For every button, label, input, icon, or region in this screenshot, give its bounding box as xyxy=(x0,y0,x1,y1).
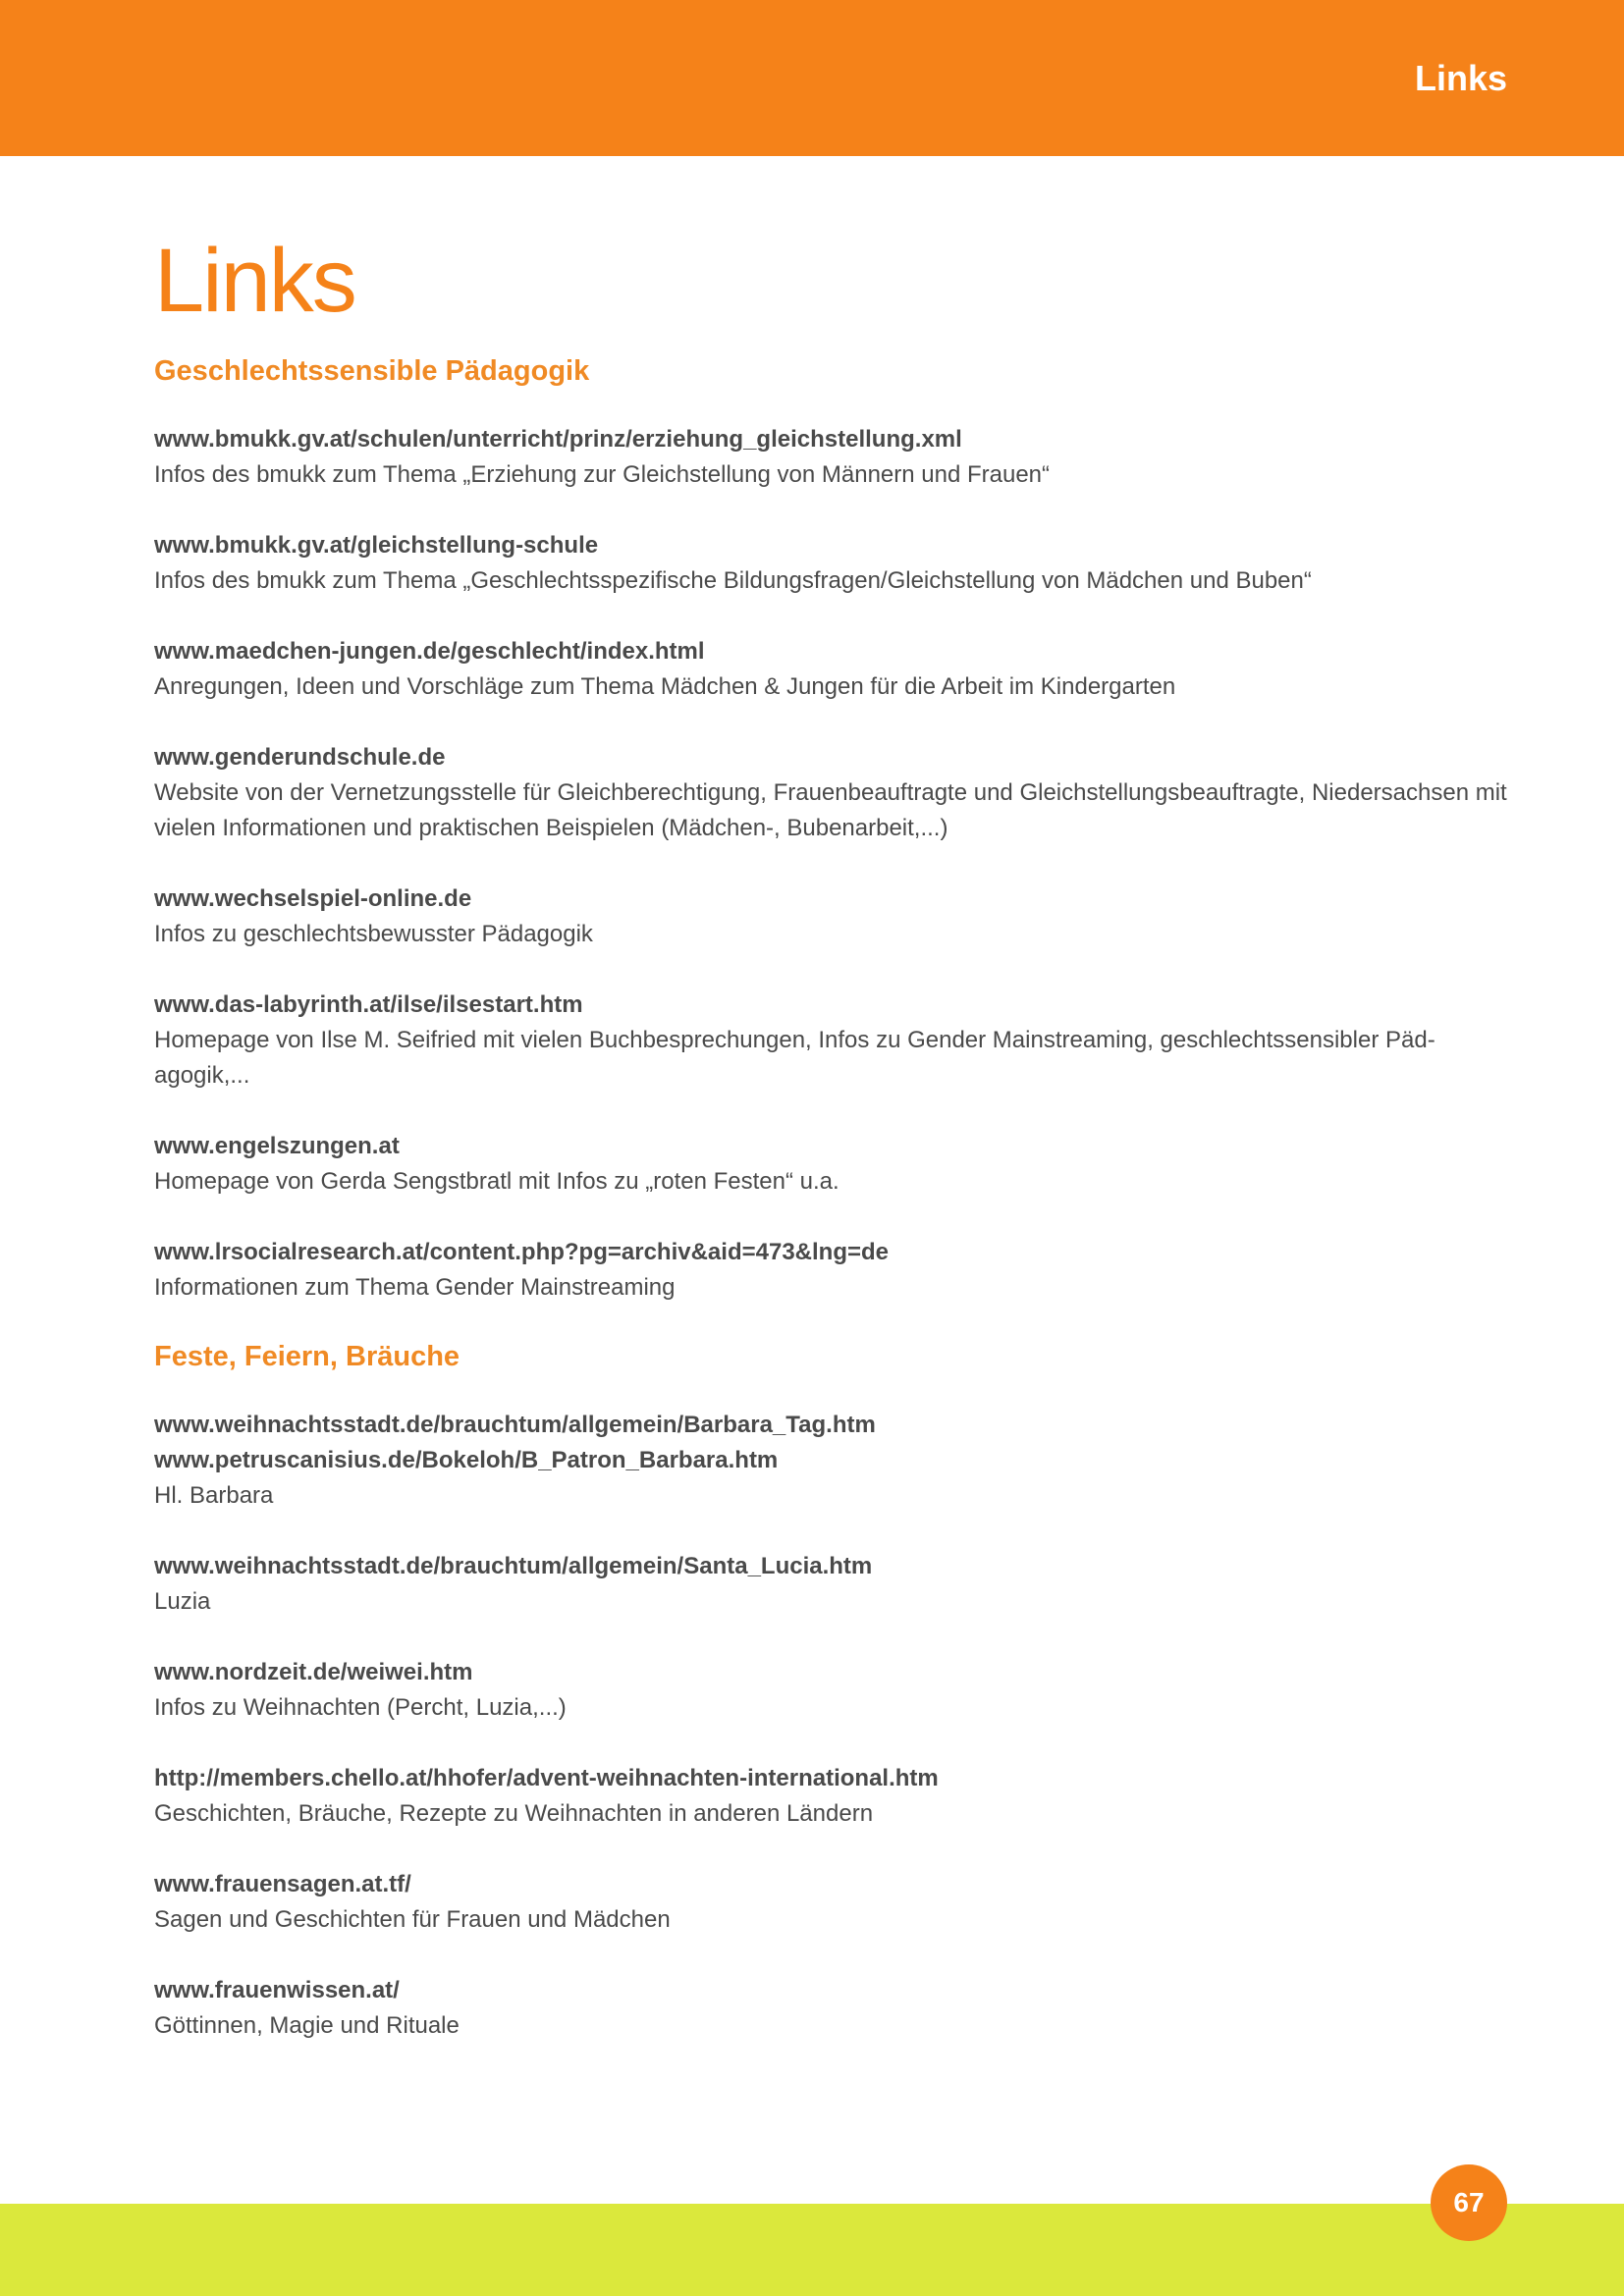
list-item xyxy=(154,1973,1509,2044)
link-description: Sagen und Geschichten für Frauen und Mädchen xyxy=(154,1906,671,1933)
link-description: Geschichten, Bräuche, Rezepte zu Weihnachten in anderen Ländern xyxy=(154,1800,874,1827)
list-item xyxy=(154,1867,1509,1938)
link-url[interactable]: www.frauensagen.at.tf/ xyxy=(154,1871,411,1897)
page-number-badge: 67 xyxy=(1431,2164,1507,2241)
list-item xyxy=(154,1549,1509,1620)
link-url[interactable]: www.nordzeit.de/weiwei.htm xyxy=(154,1659,473,1685)
link-url[interactable]: www.bmukk.gv.at/gleichstellung-schule xyxy=(154,532,599,559)
link-description: Göttinnen, Magie und Rituale xyxy=(154,2012,460,2039)
header-title: Links xyxy=(1414,58,1507,98)
link-url[interactable]: www.maedchen-jungen.de/geschlecht/index.html xyxy=(154,638,705,665)
list-item xyxy=(154,1408,1509,1514)
link-url[interactable]: www.genderundschule.de xyxy=(154,744,446,771)
link-description: Website von der Vernetzungsstelle für Gleichberechtigung, Frauenbeauftragte und Gleichstellungsbeauftragte, Niedersachsen mit vielen Informationen und praktischen Beispielen (Mädchen-, Bubenarbeit,...) xyxy=(154,779,1507,841)
link-url[interactable]: www.bmukk.gv.at/schulen/unterricht/prinz/erziehung_gleichstellung.xml xyxy=(154,426,962,453)
link-description: Infos zu Weihnachten (Percht, Luzia,...) xyxy=(154,1694,567,1721)
link-url[interactable]: www.frauenwissen.at/ xyxy=(154,1977,400,2003)
link-description: Anregungen, Ideen und Vorschläge zum Thema Mädchen & Jungen für die Arbeit im Kindergarten xyxy=(154,673,1176,700)
link-url[interactable]: www.lrsocialresearch.at/content.php?pg=archiv&aid=473&lng=de xyxy=(154,1239,890,1265)
list-item xyxy=(154,1129,1509,1200)
link-url[interactable]: www.engelszungen.at xyxy=(154,1133,400,1159)
page-title: Links xyxy=(154,231,355,331)
section-heading-festivals: Feste, Feiern, Bräuche xyxy=(154,1341,460,1372)
link-description: Homepage von Gerda Sengstbratl mit Infos zu „roten Festen“ u.a. xyxy=(154,1168,839,1195)
link-description: Luzia xyxy=(154,1588,211,1615)
link-description: Hl. Barbara xyxy=(154,1482,274,1509)
link-description: Infos des bmukk zum Thema „Geschlechtsspezifische Bildungsfragen/Gleichstellung von Mädchen und Buben“ xyxy=(154,567,1312,594)
link-description: Infos des bmukk zum Thema „Erziehung zur Gleichstellung von Männern und Frauen“ xyxy=(154,461,1051,488)
list-item xyxy=(154,1761,1509,1832)
header-bar xyxy=(0,0,1624,156)
list-item xyxy=(154,740,1509,846)
link-description: Informationen zum Thema Gender Mainstreaming xyxy=(154,1274,676,1301)
page-content xyxy=(154,232,1509,2079)
link-url[interactable]: www.das-labyrinth.at/ilse/ilsestart.htm xyxy=(154,991,583,1018)
list-item xyxy=(154,422,1509,493)
section-heading-gender: Geschlechtssensible Pädagogik xyxy=(154,355,590,387)
link-url[interactable]: www.petruscanisius.de/Bokeloh/B_Patron_Barbara.htm xyxy=(154,1447,779,1473)
link-url[interactable]: www.weihnachtsstadt.de/brauchtum/allgemein/Barbara_Tag.htm xyxy=(154,1412,876,1438)
list-item xyxy=(154,1235,1509,1306)
link-url[interactable]: www.wechselspiel-online.de xyxy=(154,885,472,912)
link-description: Infos zu geschlechtsbewusster Pädagogik xyxy=(154,921,593,947)
list-item xyxy=(154,528,1509,599)
link-url[interactable]: www.weihnachtsstadt.de/brauchtum/allgemein/Santa_Lucia.htm xyxy=(154,1553,873,1579)
link-description: Homepage von Ilse M. Seifried mit vielen Buchbesprechungen, Infos zu Gender Mainstreaming, geschlechtssensibler Päd-agogik,... xyxy=(154,1027,1435,1089)
list-item xyxy=(154,634,1509,705)
list-item xyxy=(154,1655,1509,1726)
list-item xyxy=(154,988,1509,1094)
footer-bar xyxy=(0,2204,1624,2296)
list-item xyxy=(154,881,1509,952)
link-url[interactable]: http://members.chello.at/hhofer/advent-weihnachten-international.htm xyxy=(154,1765,939,1791)
